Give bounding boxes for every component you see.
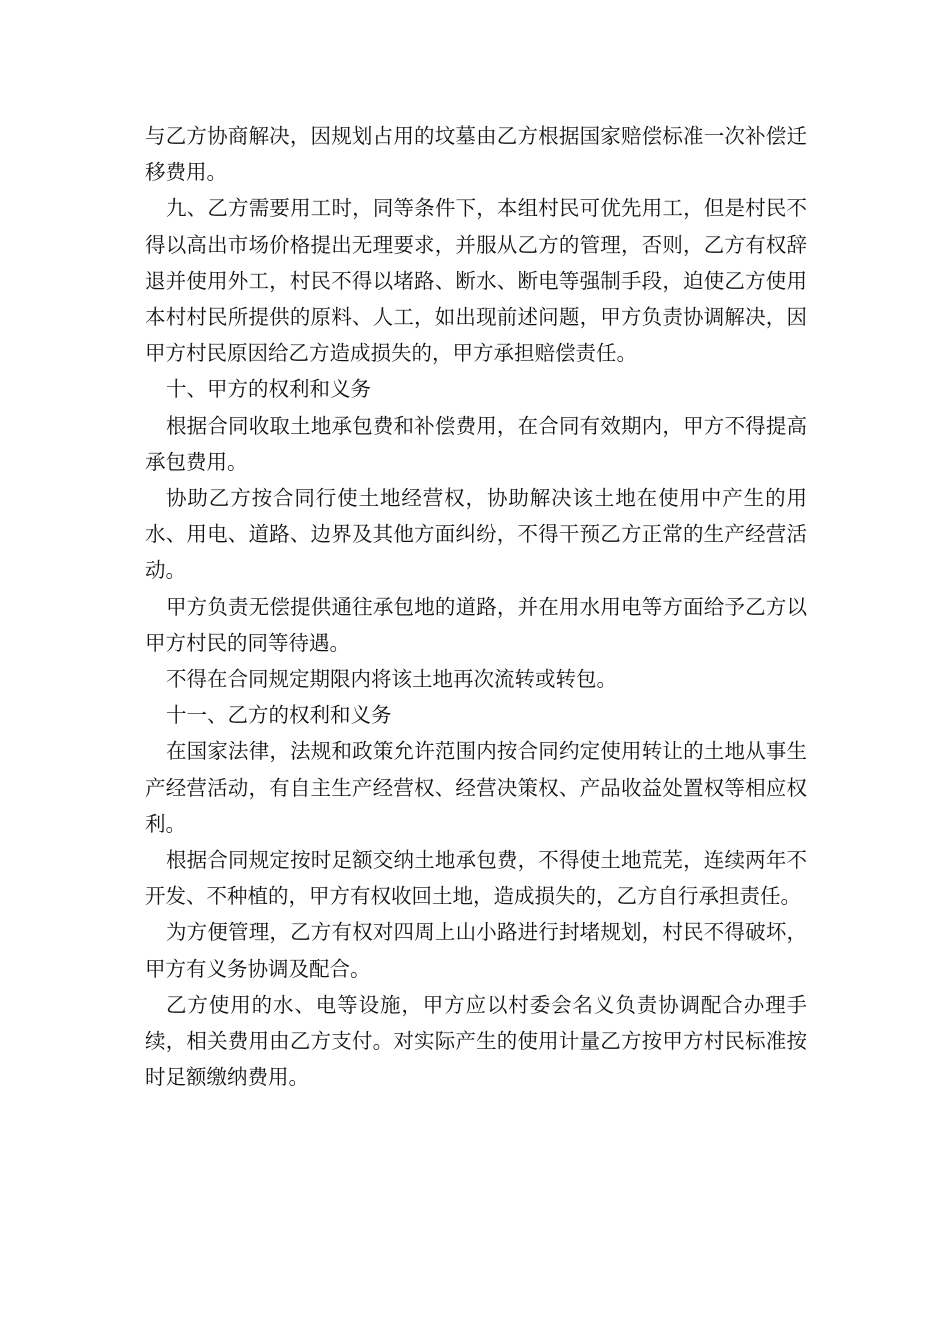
clause-eleven-heading: 十一、乙方的权利和义务 — [166, 703, 392, 728]
clause-eleven-item-fee: 根据合同规定按时足额交纳土地承包费，不得使土地荒芜，连续两年不开发、不种植的，甲方有权收回土地，造成损失的，乙方自行承担责任。 — [145, 848, 807, 909]
clause-ten-item-assist: 协助乙方按合同行使土地经营权，协助解决该土地在使用中产生的用水、用电、道路、边界及其他方面纠纷，不得干预乙方正常的生产经营活动。 — [145, 486, 807, 583]
clause-eleven-item-rights: 在国家法律，法规和政策允许范围内按合同约定使用转让的土地从事生产经营活动，有自主生产经营权、经营决策权、产品收益处置权等相应权利。 — [145, 739, 807, 836]
clause-ten-item-transfer: 不得在合同规定期限内将该土地再次流转或转包。 — [166, 667, 617, 692]
clause-eleven-item-utilities: 乙方使用的水、电等设施，甲方应以村委会名义负责协调配合办理手续，相关费用由乙方支付。对实际产生的使用计量乙方按甲方村民标准按时足额缴纳费用。 — [145, 992, 807, 1090]
clause-ten-heading: 十、甲方的权利和义务 — [166, 377, 371, 402]
paragraph-continuation: 与乙方协商解决，因规划占用的坟墓由乙方根据国家赔偿标准一次补偿迁移费用。 — [145, 124, 807, 185]
clause-ten-item-road: 甲方负责无偿提供通往承包地的道路，并在用水用电等方面给予乙方以甲方村民的同等待遇。 — [145, 594, 807, 655]
clause-nine-paragraph: 九、乙方需要用工时，同等条件下，本组村民可优先用工，但是村民不得以高出市场价格提出无理要求，并服从乙方的管理，否则，乙方有权辞退并使用外工，村民不得以堵路、断水、断电等强制手段，迫使乙方使用本村村民所提供的原料、人工，如出现前述问题，甲方负责协调解决，因甲方村民原因给乙方造成损失的，甲方承担赔偿责任。 — [145, 196, 807, 366]
document-page — [145, 118, 807, 1095]
clause-ten-item-fee: 根据合同收取土地承包费和补偿费用，在合同有效期内，甲方不得提高承包费用。 — [145, 413, 807, 474]
clause-eleven-item-roads: 为方便管理，乙方有权对四周上山小路进行封堵规划，村民不得破坏，甲方有义务协调及配合。 — [145, 920, 807, 981]
